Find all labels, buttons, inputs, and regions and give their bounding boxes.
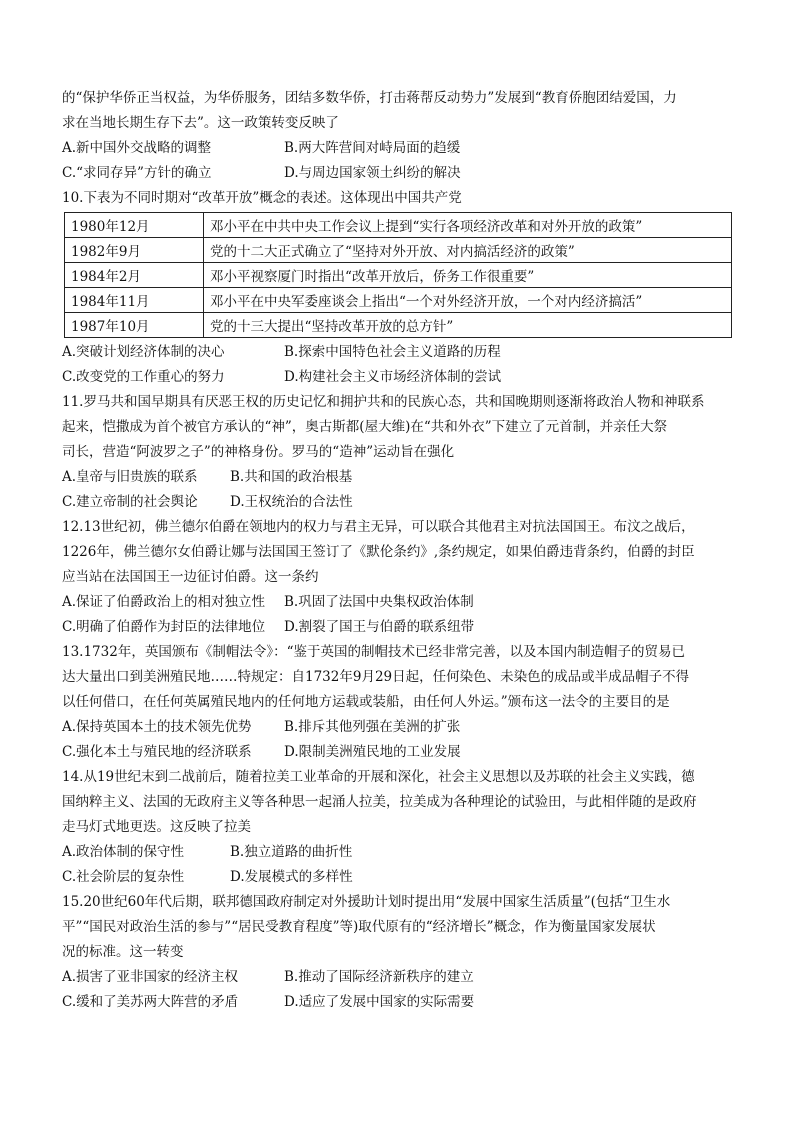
question-12	[62, 515, 734, 640]
option-a[interactable]: A.突破计划经济体制的决心	[62, 344, 225, 360]
table-cell-date: 1982年9月	[65, 238, 204, 263]
options-row	[62, 161, 734, 186]
options-row	[62, 465, 734, 490]
table-cell-text: 党的十二大正式确立了“坚持对外开放、对内搞活经济的政策”	[204, 238, 732, 263]
option-c[interactable]: C.改变党的工作重心的努力	[62, 369, 225, 385]
options-row	[62, 865, 734, 890]
option-b[interactable]: B.排斥其他列强在美洲的扩张	[284, 719, 461, 735]
table-cell-date: 1980年12月	[65, 213, 204, 238]
question-stem: 12.13世纪初，佛兰德尔伯爵在领地内的权力与君主无异，可以联合其他君主对抗法国国王。布汶之战后， 1226年，佛兰德尔女伯爵让娜与法国国王签订了《默伦条约》,条约规定，如果伯爵违背条约，伯爵的封臣 应当站在法国国王一边征讨伯爵。这一条约	[62, 519, 695, 585]
option-a[interactable]: A.新中国外交战略的调整	[62, 140, 212, 156]
options-row	[62, 136, 734, 161]
table-row	[65, 238, 732, 263]
question-9	[62, 86, 734, 186]
options-row	[62, 990, 734, 1015]
option-a[interactable]: A.保证了伯爵政治上的相对独立性	[62, 594, 266, 610]
table-cell-text: 党的十三大提出“坚持改革开放的总方针”	[204, 313, 732, 338]
table-cell-date: 1984年2月	[65, 263, 204, 288]
option-a[interactable]: A.保持英国本土的技术领先优势	[62, 719, 252, 735]
material-table	[64, 212, 732, 338]
options-row	[62, 615, 734, 640]
option-c[interactable]: C.“求同存异”方针的确立	[62, 165, 212, 181]
question-stem: 的“保护华侨正当权益，为华侨服务，团结多数华侨，打击蒋帮反动势力”发展到“教育侨胞团结爱国，力 求在当地长期生存下去”。这一政策转变反映了	[62, 90, 677, 131]
table-cell-text: 邓小平视察厦门时指出“改革开放后，侨务工作很重要”	[204, 263, 732, 288]
option-d[interactable]: D.割裂了国王与伯爵的联系纽带	[284, 619, 475, 635]
options-row	[62, 590, 734, 615]
option-a[interactable]: A.皇帝与旧贵族的联系	[62, 469, 198, 485]
question-stem: 14.从19世纪末到二战前后，随着拉美工业革命的开展和深化，社会主义思想以及苏联的社会主义实践，德 国纳粹主义、法国的无政府主义等各种思一起涌人拉美，拉美成为各种理论的试验田，与此相伴随的是政府 走马灯式地更迭。这反映了拉美	[62, 769, 697, 835]
options-row	[62, 490, 734, 515]
table-row	[65, 213, 732, 238]
option-b[interactable]: B.探索中国特色社会主义道路的历程	[284, 344, 501, 360]
table-cell-date: 1987年10月	[65, 313, 204, 338]
question-14	[62, 765, 734, 890]
option-b[interactable]: B.推动了国际经济新秩序的建立	[284, 969, 474, 985]
option-c[interactable]: C.缓和了美苏两大阵营的矛盾	[62, 994, 239, 1010]
table-row	[65, 313, 732, 338]
options-row	[62, 965, 734, 990]
question-11	[62, 390, 734, 515]
question-15	[62, 890, 734, 1015]
option-d[interactable]: D.王权统治的合法性	[230, 494, 353, 510]
question-stem: 10.下表为不同时期对“改革开放”概念的表述。这体现出中国共产党	[62, 190, 462, 206]
option-d[interactable]: D.与周边国家领土纠纷的解决	[284, 165, 461, 181]
options-row	[62, 365, 734, 390]
option-c[interactable]: C.建立帝制的社会舆论	[62, 494, 198, 510]
option-d[interactable]: D.限制美洲殖民地的工业发展	[284, 744, 461, 760]
option-b[interactable]: B.两大阵营间对峙局面的趋缓	[284, 140, 461, 156]
table-row	[65, 263, 732, 288]
options-row	[62, 715, 734, 740]
option-d[interactable]: D.发展模式的多样性	[230, 869, 353, 885]
question-stem: 15.20世纪60年代后期，联邦德国政府制定对外援助计划时提出用“发展中国家生活质量”(包括“卫生水 平”“国民对政治生活的参与”“居民受教育程度”等)取代原有的“经济增长”概念，作为衡量国家发展状 况的标准。这一转变	[62, 894, 671, 960]
question-stem: 11.罗马共和国早期具有厌恶王权的历史记忆和拥护共和的民族心态，共和国晚期则逐渐将政治人物和神联系 起来，恺撒成为首个被官方承认的“神”，奥古斯都(屋大维)在“共和外衣”下建立了元首制，并亲任大祭 司长，营造“阿波罗之子”的神格身份。罗马的“造神”运动旨在强化	[62, 394, 705, 460]
table-row	[65, 288, 732, 313]
exam-page	[62, 86, 734, 1015]
option-b[interactable]: B.独立道路的曲折性	[230, 844, 353, 860]
options-row	[62, 840, 734, 865]
option-a[interactable]: A.政治体制的保守性	[62, 844, 185, 860]
table-cell-text: 邓小平在中央军委座谈会上指出“一个对外经济开放，一个对内经济搞活”	[204, 288, 732, 313]
option-a[interactable]: A.损害了亚非国家的经济主权	[62, 969, 239, 985]
question-13	[62, 640, 734, 765]
options-row	[62, 340, 734, 365]
option-c[interactable]: C.强化本土与殖民地的经济联系	[62, 744, 252, 760]
option-c[interactable]: C.社会阶层的复杂性	[62, 869, 185, 885]
option-c[interactable]: C.明确了伯爵作为封臣的法律地位	[62, 619, 266, 635]
option-d[interactable]: D.构建社会主义市场经济体制的尝试	[284, 369, 502, 385]
question-stem: 13.1732年，英国颁布《制帽法令》：“鉴于英国的制帽技术已经非常完善，以及本国内制造帽子的贸易已 达大量出口到美洲殖民地……特规定：自1732年9月29日起，任何染色、未染色的成品或半成品帽子不得 以任何借口，在任何英属殖民地内的任何地方运载或装船，由任何人外运。”颁布这一法令的主要目的是	[62, 644, 690, 710]
option-b[interactable]: B.巩固了法国中央集权政治体制	[284, 594, 474, 610]
question-10	[62, 186, 734, 390]
option-d[interactable]: D.适应了发展中国家的实际需要	[284, 994, 475, 1010]
table-cell-date: 1984年11月	[65, 288, 204, 313]
table-cell-text: 邓小平在中共中央工作会议上提到“实行各项经济改革和对外开放的政策”	[204, 213, 732, 238]
option-b[interactable]: B.共和国的政治根基	[230, 469, 353, 485]
options-row	[62, 740, 734, 765]
